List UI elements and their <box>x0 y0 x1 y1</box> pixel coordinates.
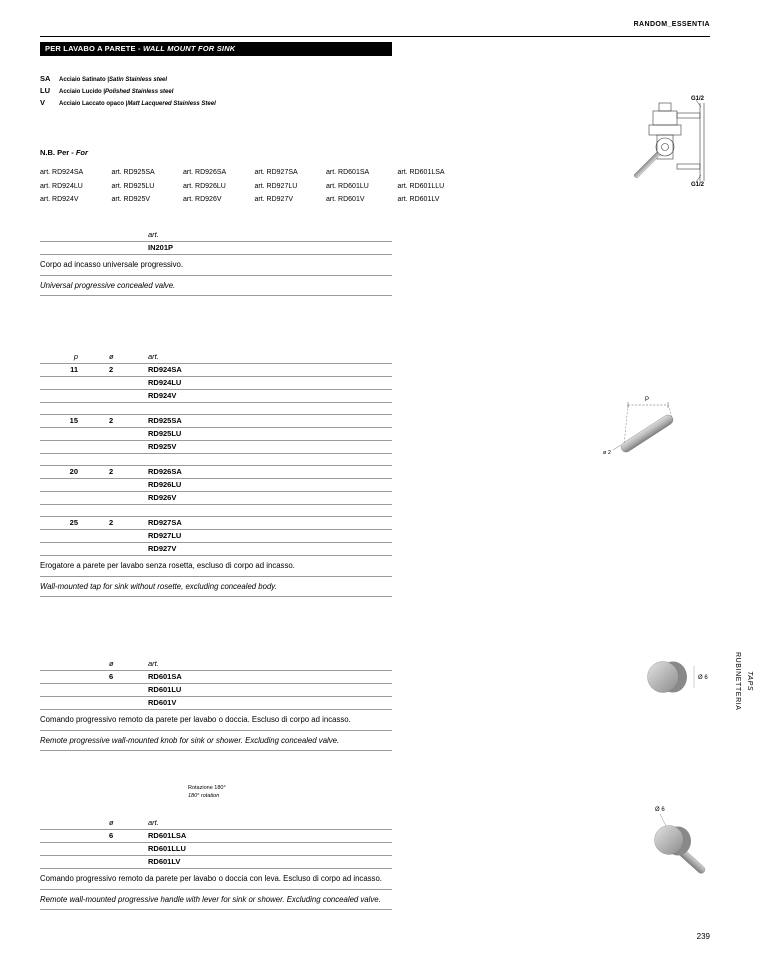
title-it: PER LAVABO A PARETE - <box>45 44 144 53</box>
cell-diameter: 2 <box>109 416 114 425</box>
desc-it: Comando progressivo remoto da parete per lavabo o doccia con leva. Escluso di corpo ad incasso. <box>40 869 392 890</box>
table-header-row <box>40 817 392 830</box>
legend-desc-en: Matt Lacquered Stainless Steel <box>127 101 216 107</box>
rotation-note-it: Rotazione 180° <box>188 785 226 791</box>
nb-art-cell: art. RD925LU <box>111 182 155 190</box>
valve-linework <box>649 100 704 182</box>
nb-art-cell: art. RD924LU <box>40 182 83 190</box>
legend-code: V <box>40 98 46 107</box>
desc-en: Wall-mounted tap for sink without rosette, excluding concealed body. <box>40 577 392 598</box>
page-number: 239 <box>696 932 710 941</box>
cell-art: RD927SA <box>148 518 182 527</box>
diameter-6-label-lever: Ø 6 <box>655 807 665 813</box>
nb-art-cell: art. RD927V <box>254 196 294 203</box>
nb-art-cell: art. RD926V <box>183 196 222 203</box>
cell-diameter: 2 <box>109 365 114 374</box>
finish-legend <box>40 74 392 110</box>
nb-heading <box>40 148 88 157</box>
brand-text: RANDOM_ESSENTIA <box>633 21 710 28</box>
title-en: WALL MOUNT FOR SINK <box>143 44 236 53</box>
legend-code: SA <box>40 74 51 83</box>
nb-art-cell: art. RD925SA <box>111 169 155 176</box>
nb-art-cell: art. RD601LV <box>397 196 440 203</box>
legend-row <box>40 98 392 110</box>
cell-art: RD601LLU <box>148 844 186 853</box>
cell-p: 25 <box>69 518 78 527</box>
rotation-note <box>188 784 226 800</box>
g12-label-top: G1/2 <box>691 96 705 102</box>
table-row <box>40 466 392 479</box>
cell-diameter: 6 <box>109 831 114 840</box>
valve-spindle <box>633 151 660 178</box>
nb-art-cell: art. RD924SA <box>40 169 84 176</box>
table-header-row <box>40 229 392 242</box>
col-header-diameter: ø <box>109 659 114 668</box>
col-header-art: art. <box>148 352 159 361</box>
table-row <box>40 428 392 441</box>
cell-p: 20 <box>69 467 78 476</box>
legend-desc-en: Polished Stainless steel <box>105 89 174 95</box>
desc-it: Comando progressivo remoto da parete per lavabo o doccia. Escluso di corpo ad incasso. <box>40 710 392 731</box>
knob-section <box>40 658 392 751</box>
row-spacer <box>40 403 392 415</box>
side-tab-label <box>731 638 755 724</box>
table-row <box>40 492 392 505</box>
table-row <box>40 479 392 492</box>
table-row <box>40 830 392 843</box>
table-row <box>40 377 392 390</box>
concealed-valve-drawing <box>613 85 718 200</box>
desc-en: Remote wall-mounted progressive handle with lever for sink or shower. Excluding concealed valve. <box>40 890 392 911</box>
nb-art-cell: art. RD926LU <box>183 182 226 190</box>
nb-heading-en: For <box>75 148 88 157</box>
knob-face <box>648 662 679 693</box>
table-row <box>40 390 392 403</box>
desc-it: Erogatore a parete per lavabo senza rosetta, escluso di corpo ad incasso. <box>40 556 392 577</box>
legend-desc-it: Acciaio Satinato | <box>59 77 110 83</box>
nb-art-cell: art. RD601LU <box>326 182 369 190</box>
table-row <box>40 856 392 869</box>
cell-art: RD926SA <box>148 467 182 476</box>
legend-row <box>40 74 392 86</box>
table-row <box>40 671 392 684</box>
header-rule <box>40 36 710 37</box>
col-header-diameter: ø <box>109 352 114 361</box>
desc-en: Remote progressive wall-mounted knob for sink or shower. Excluding concealed valve. <box>40 731 392 752</box>
col-header-art: art. <box>148 230 159 239</box>
legend-row <box>40 86 392 98</box>
lever-section <box>40 817 392 910</box>
col-header-art: art. <box>148 659 159 668</box>
rotation-note-en: 180° rotation <box>188 793 220 799</box>
cell-art: RD927V <box>148 544 177 553</box>
cell-art: RD925LU <box>148 429 182 438</box>
legend-code: LU <box>40 86 50 95</box>
cell-art: RD926V <box>148 493 177 502</box>
spout-section <box>40 351 392 597</box>
nb-art-cell: art. RD924V <box>40 196 79 203</box>
table-header-row <box>40 658 392 671</box>
lever-body-face <box>655 826 684 855</box>
col-header-diameter: ø <box>109 818 114 827</box>
table-row <box>40 242 392 255</box>
row-spacer <box>40 454 392 466</box>
cell-art: RD926LU <box>148 480 182 489</box>
p-dim-label: P <box>645 397 650 403</box>
cell-art: RD927LU <box>148 531 182 540</box>
section-title-bar <box>40 42 392 56</box>
cell-p: 11 <box>70 365 78 374</box>
side-tab-it: RUBINETTERIA <box>734 651 741 711</box>
cell-art: RD924V <box>148 391 177 400</box>
nb-art-cell: art. RD925V <box>111 196 151 203</box>
nb-heading-it: N.B. Per - <box>40 148 76 157</box>
table-row <box>40 843 392 856</box>
table-row <box>40 517 392 530</box>
spout-drawing <box>598 390 698 470</box>
nb-art-cell: art. RD601SA <box>326 169 370 176</box>
table-row <box>40 441 392 454</box>
side-tab-en: TAPS <box>746 670 753 692</box>
cell-art: RD601V <box>148 698 177 707</box>
col-header-p: p <box>73 352 78 361</box>
table-header-row <box>40 351 392 364</box>
table-row <box>40 684 392 697</box>
cell-art: RD925SA <box>148 416 182 425</box>
cell-p: 15 <box>69 416 78 425</box>
cell-art: IN201P <box>148 243 174 252</box>
cell-diameter: 2 <box>109 518 114 527</box>
cell-art: RD601LU <box>148 685 182 694</box>
table-row <box>40 543 392 556</box>
nb-article-table <box>40 169 469 210</box>
table-row <box>40 364 392 377</box>
g12-label-bottom: G1/2 <box>691 182 705 188</box>
table-row <box>40 530 392 543</box>
nb-art-cell: art. RD927LU <box>254 182 298 190</box>
col-header-art: art. <box>148 818 159 827</box>
nb-art-cell: art. RD601LLU <box>397 182 445 190</box>
cell-art: RD601SA <box>148 672 182 681</box>
diameter-2-label: ø 2 <box>603 450 611 456</box>
spout-tube <box>619 413 675 454</box>
concealed-valve-section <box>40 229 392 296</box>
table-row <box>40 415 392 428</box>
diameter-6-label-knob: Ø 6 <box>698 675 708 681</box>
cell-diameter: 2 <box>109 467 114 476</box>
cell-diameter: 6 <box>109 672 114 681</box>
cell-art: RD601LV <box>148 857 181 866</box>
cell-art: RD601LSA <box>148 831 187 840</box>
row-spacer <box>40 505 392 517</box>
nb-art-cell: art. RD601LSA <box>397 169 445 176</box>
legend-desc-it: Acciaio Laccato opaco | <box>59 101 128 107</box>
desc-en: Universal progressive concealed valve. <box>40 276 392 297</box>
nb-art-cell: art. RD601V <box>326 196 365 203</box>
nb-art-cell: art. RD926SA <box>183 169 227 176</box>
legend-desc-it: Acciaio Lucido | <box>59 89 106 95</box>
cell-art: RD925V <box>148 442 177 451</box>
legend-desc-en: Satin Stainless steel <box>109 77 168 83</box>
lever-drawing <box>642 800 727 878</box>
cell-art: RD924LU <box>148 378 182 387</box>
table-row <box>40 697 392 710</box>
desc-it: Corpo ad incasso universale progressivo. <box>40 255 392 276</box>
knob-drawing <box>642 654 727 702</box>
nb-art-cell: art. RD927SA <box>254 169 298 176</box>
cell-art: RD924SA <box>148 365 182 374</box>
